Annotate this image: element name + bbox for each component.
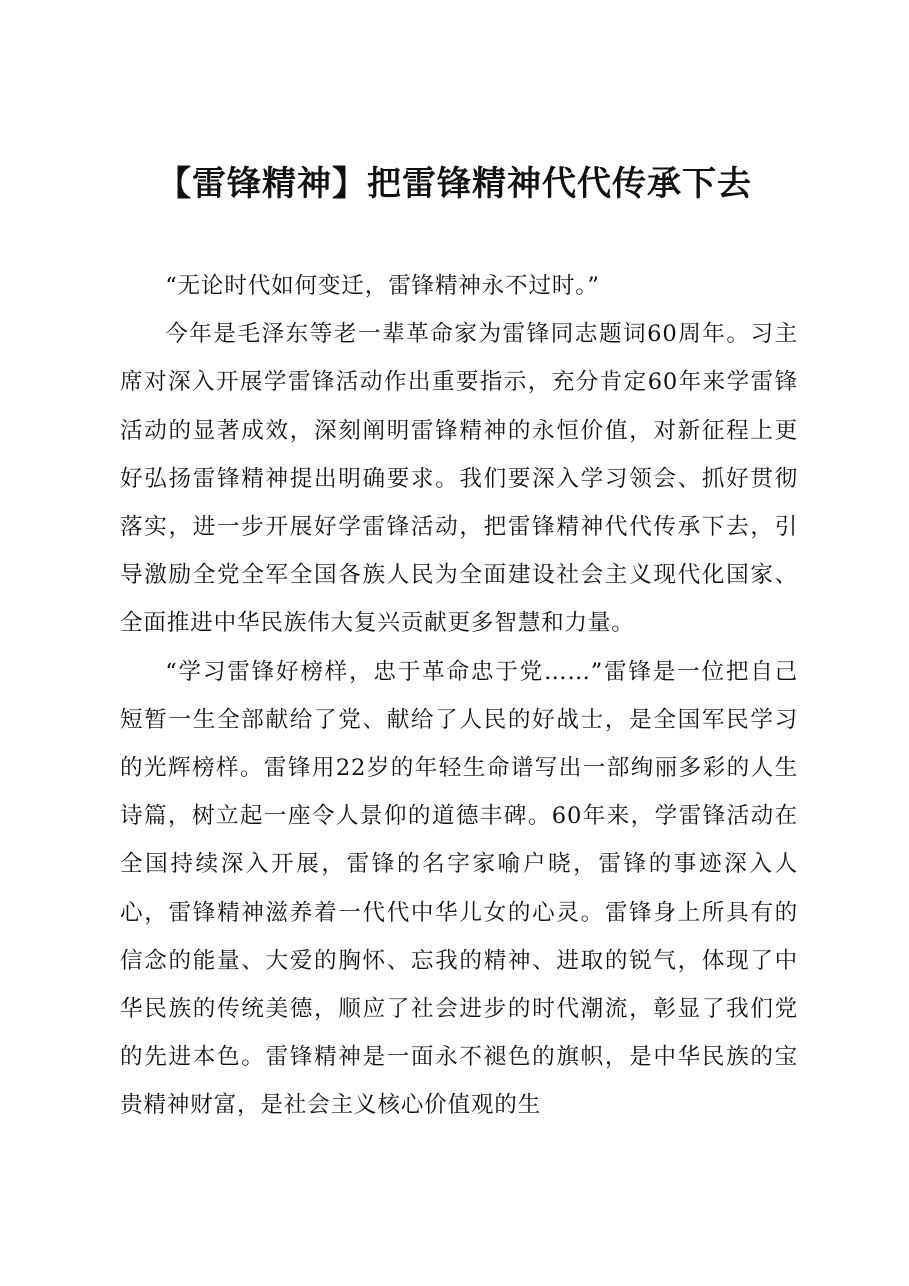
document-title: 【雷锋精神】把雷锋精神代代传承下去	[157, 164, 752, 204]
paragraph-role-model: “学习雷锋好榜样，忠于革命忠于党……”雷锋是一位把自己短暂一生全部献给了党、献给了人民的好战士，是全国军民学习的光辉榜样。雷锋用22岁的年轻生命谱写出一部绚丽多彩的人生诗篇，树立起一座令人景仰的道德丰碑。60年来，学雷锋活动在全国持续深入开展，雷锋的名字家喻户晓，雷锋的事迹深入人心，雷锋精神滋养着一代代中华儿女的心灵。雷锋身上所具有的信念的能量、大爱的胸怀、忘我的精神、进取的锐气，体现了中华民族的传统美德，顺应了社会进步的时代潮流，彰显了我们党的先进本色。雷锋精神是一面永不褪色的旗帜，是中华民族的宝贵精神财富，是社会主义核心价值观的生	[120, 658, 798, 1119]
paragraph-quote: “无论时代如何变迁，雷锋精神永不过时。”	[165, 273, 600, 299]
paragraph-anniversary: 今年是毛泽东等老一辈革命家为雷锋同志题词60周年。习主席对深入开展学雷锋活动作出重要指示，充分肯定60年来学雷锋活动的显著成效，深刻阐明雷锋精神的永恒价值，对新征程上更好弘扬雷锋精神提出明确要求。我们要深入学习领会、抓好贯彻落实，进一步开展好学雷锋活动，把雷锋精神代代传承下去，引导激励全党全军全国各族人民为全面建设社会主义现代化国家、全面推进中华民族伟大复兴贡献更多智慧和力量。	[120, 321, 798, 637]
document-body	[120, 262, 798, 1130]
